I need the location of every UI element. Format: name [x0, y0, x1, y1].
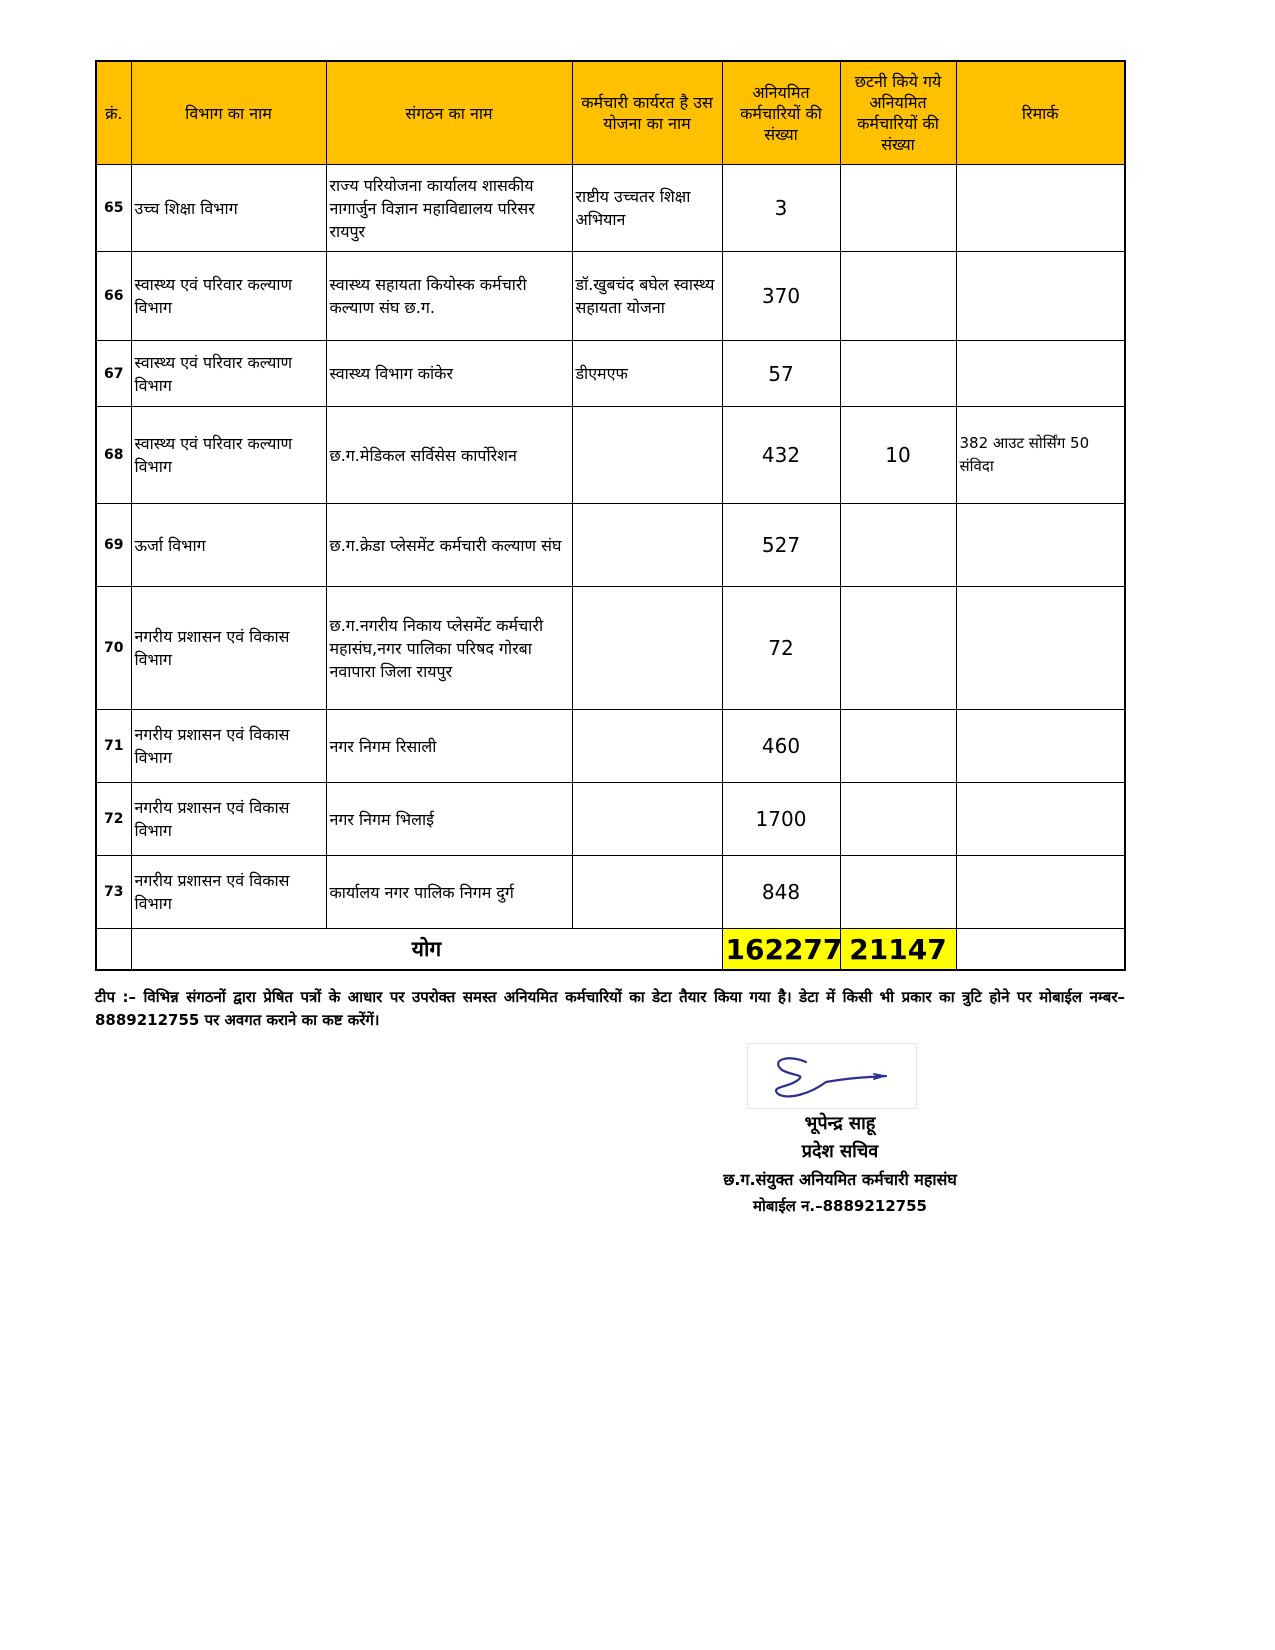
row-irregular-count: 370 [722, 252, 840, 341]
total-label: योग [131, 929, 722, 971]
row-serial: 70 [96, 587, 131, 710]
signatory-title: प्रदेश सचिव [801, 1141, 879, 1162]
table-row [96, 504, 1125, 587]
row-scheme [572, 783, 722, 856]
header-remark: रिमार्क [956, 61, 1125, 165]
row-irregular-count: 57 [722, 341, 840, 407]
row-serial: 66 [96, 252, 131, 341]
row-serial: 65 [96, 165, 131, 252]
table-row [96, 587, 1125, 710]
table-row [96, 341, 1125, 407]
table-row [96, 856, 1125, 929]
header-serial: क्रं. [96, 61, 131, 165]
row-organization: स्वास्थ्य सहायता कियोस्क कर्मचारी कल्याण संघ छ.ग. [326, 252, 572, 341]
row-remark [956, 165, 1125, 252]
row-retrenched-count [840, 783, 956, 856]
row-scheme: राष्टीय उच्चतर शिक्षा अभियान [572, 165, 722, 252]
row-organization: छ.ग.मेडिकल सर्विसेस कार्पोरेशन [326, 407, 572, 504]
total-row [96, 929, 1125, 971]
total-remark-empty [956, 929, 1125, 971]
header-irregular-count: अनियमित कर्मचारियों की संख्या [722, 61, 840, 165]
table-row [96, 783, 1125, 856]
row-scheme [572, 407, 722, 504]
row-organization: नगर निगम भिलाई [326, 783, 572, 856]
row-serial: 68 [96, 407, 131, 504]
row-remark [956, 504, 1125, 587]
row-scheme [572, 587, 722, 710]
row-retrenched-count [840, 710, 956, 783]
row-department: नगरीय प्रशासन एवं विकास विभाग [131, 587, 326, 710]
row-organization: छ.ग.नगरीय निकाय प्लेसमेंट कर्मचारी महासंघ,नगर पालिका परिषद गोरबा नवापारा जिला रायपुर [326, 587, 572, 710]
row-department: नगरीय प्रशासन एवं विकास विभाग [131, 710, 326, 783]
table-header-row [96, 61, 1125, 165]
total-irregular-count: 162277 [722, 929, 840, 971]
row-organization: स्वास्थ्य विभाग कांकेर [326, 341, 572, 407]
row-department: स्वास्थ्य एवं परिवार कल्याण विभाग [131, 252, 326, 341]
row-irregular-count: 3 [722, 165, 840, 252]
signatory-organization: छ.ग.संयुक्त अनियमित कर्मचारी महासंघ [723, 1170, 957, 1189]
row-irregular-count: 527 [722, 504, 840, 587]
row-remark [956, 587, 1125, 710]
signature-image [747, 1043, 917, 1109]
signatory-name: भूपेन्द्र साहू [804, 1113, 876, 1134]
row-scheme [572, 710, 722, 783]
row-retrenched-count: 10 [840, 407, 956, 504]
header-organization: संगठन का नाम [326, 61, 572, 165]
row-department: ऊर्जा विभाग [131, 504, 326, 587]
row-department: स्वास्थ्य एवं परिवार कल्याण विभाग [131, 407, 326, 504]
row-scheme: डॉ.खुबचंद बघेल स्वास्थ्य सहायता योजना [572, 252, 722, 341]
table-row [96, 252, 1125, 341]
row-scheme [572, 504, 722, 587]
row-serial: 72 [96, 783, 131, 856]
row-department: उच्च शिक्षा विभाग [131, 165, 326, 252]
row-retrenched-count [840, 252, 956, 341]
row-remark [956, 341, 1125, 407]
row-scheme [572, 856, 722, 929]
row-scheme: डीएमएफ [572, 341, 722, 407]
row-retrenched-count [840, 341, 956, 407]
header-retrenched-count: छटनी किये गये अनियमित कर्मचारियों की संख्या [840, 61, 956, 165]
row-irregular-count: 460 [722, 710, 840, 783]
total-retrenched-count: 21147 [840, 929, 956, 971]
header-department: विभाग का नाम [131, 61, 326, 165]
signature-block [620, 1110, 1060, 1219]
row-serial: 71 [96, 710, 131, 783]
row-organization: कार्यालय नगर पालिक निगम दुर्ग [326, 856, 572, 929]
row-remark [956, 252, 1125, 341]
row-irregular-count: 72 [722, 587, 840, 710]
table-row [96, 407, 1125, 504]
signature-scribble-icon [748, 1044, 916, 1108]
row-remark: 382 आउट सोर्सिंग 50 संविदा [956, 407, 1125, 504]
row-remark [956, 710, 1125, 783]
row-remark [956, 856, 1125, 929]
row-retrenched-count [840, 856, 956, 929]
table-row [96, 710, 1125, 783]
row-organization: नगर निगम रिसाली [326, 710, 572, 783]
total-serial-empty [96, 929, 131, 971]
row-retrenched-count [840, 504, 956, 587]
row-irregular-count: 1700 [722, 783, 840, 856]
row-department: नगरीय प्रशासन एवं विकास विभाग [131, 783, 326, 856]
row-serial: 73 [96, 856, 131, 929]
row-remark [956, 783, 1125, 856]
header-scheme: कर्मचारी कार्यरत है उस योजना का नाम [572, 61, 722, 165]
footnote: टीप :– विभिन्न संगठनों द्वारा प्रेषित पत्रों के आधार पर उपरोक्त समस्त अनियमित कर्मचारियों का डेटा तैयार किया गया है। डेटा में किसी भी प्रकार का त्रुटि होने पर मोबाईल नम्बर–8889212755 पर अवगत कराने का कष्ट करेंगें। [95, 988, 1125, 1029]
row-serial: 69 [96, 504, 131, 587]
row-retrenched-count [840, 165, 956, 252]
row-irregular-count: 432 [722, 407, 840, 504]
employee-table [95, 60, 1126, 971]
signatory-mobile: मोबाईल न.–8889212755 [753, 1197, 927, 1215]
row-retrenched-count [840, 587, 956, 710]
row-serial: 67 [96, 341, 131, 407]
table-row [96, 165, 1125, 252]
row-department: स्वास्थ्य एवं परिवार कल्याण विभाग [131, 341, 326, 407]
row-organization: राज्य परियोजना कार्यालय शासकीय नागार्जुन विज्ञान महाविद्यालय परिसर रायपुर [326, 165, 572, 252]
row-organization: छ.ग.क्रेडा प्लेसमेंट कर्मचारी कल्याण संघ [326, 504, 572, 587]
row-department: नगरीय प्रशासन एवं विकास विभाग [131, 856, 326, 929]
row-irregular-count: 848 [722, 856, 840, 929]
